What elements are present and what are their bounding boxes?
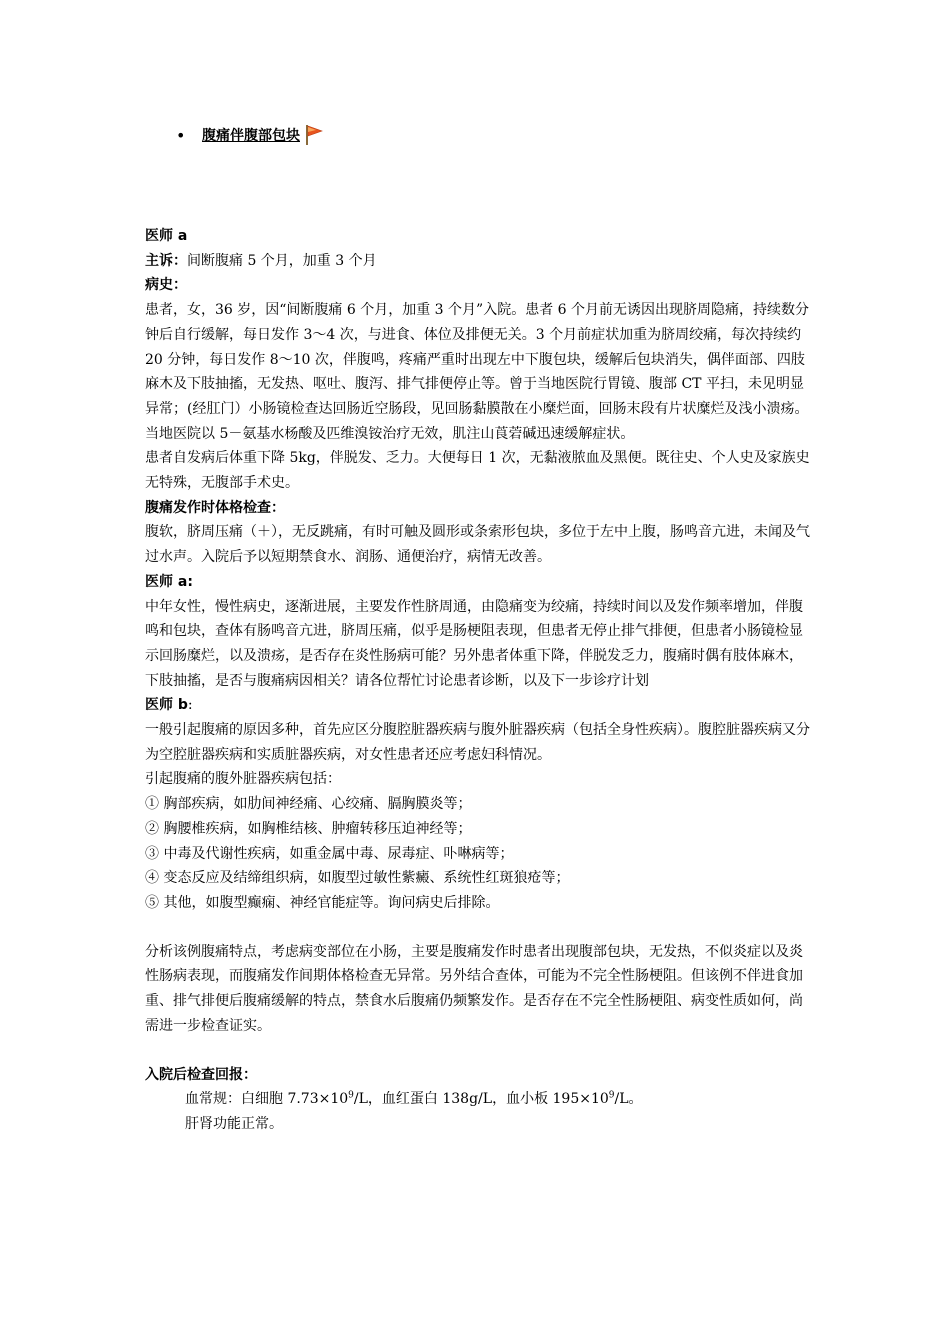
- superscript-9: 9: [348, 1090, 354, 1101]
- bullet: •: [176, 125, 186, 145]
- history-paragraph-2: 患者自发病后体重下降 5kg，伴脱发、乏力。大便每日 1 次，无黏液脓血及黑便。既往史、个人史及家族史无特殊，无腹部手术史。: [145, 450, 810, 492]
- superscript-9: 9: [608, 1090, 615, 1101]
- spacer: [145, 1039, 815, 1063]
- history-label: 病史：: [145, 277, 187, 294]
- doctor-a2-text: 中年女性，慢性病史，逐渐进展，主要发作性脐周通，由隐痛变为绞痛，持续时间以及发作频率增加，伴腹鸣和包块，查体有肠鸣音亢进，脐周压痛，似乎是肠梗阻表现，但患者无停止排气排便，但患者小肠镜检显示回肠糜烂，以及溃疡，是否存在炎性肠病可能？另外患者体重下降，伴脱发乏力，腹痛时偶有肢体麻木，下肢抽搐，是否与腹痛病因相关？请各位帮忙讨论患者诊断，以及下一步诊疗计划: [145, 598, 803, 689]
- blood-routine: [145, 1087, 815, 1112]
- list-item: ⑤ 其他，如腹型癫痫、神经官能症等。询问病史后排除。: [145, 894, 500, 911]
- blood-text-c: /L。: [614, 1091, 643, 1108]
- list-item: ② 胸腰椎疾病，如胸椎结核、肿瘤转移压迫神经等；: [145, 820, 472, 837]
- exam-text: 腹软，脐周压痛（＋），无反跳痛，有时可触及圆形或条索形包块，多位于左中上腹，肠鸣音亢进，未闻及气过水声。入院后予以短期禁食水、润肠、通便治疗，病情无改善。: [145, 524, 810, 566]
- doctor-b-label-row: [145, 693, 815, 718]
- doctor-b-paragraph-2: 引起腹痛的腹外脏器疾病包括：: [145, 771, 341, 788]
- history-paragraph-1: 患者，女，36 岁，因“间断腹痛 6 个月，加重 3 个月”入院。患者 6 个月前无诱因出现脐周隐痛，持续数分钟后自行缓解，每日发作 3～4 次，与进食、体位及排便无关。3 个月前症状加重为脐周绞痛，每次持续约 20 分钟，每日发作 8～10 次，伴腹鸣，疼痛严重时出现左中下腹包块，缓解后包块消失，偶伴面部、四肢麻木及下肢抽搐，无发热、呕吐、腹泻、排气排便停止等。曾于当地医院行胃镜、腹部 CT 平扫，未见明显异常；(经肛门）小肠镜检查达回肠近空肠段，见回肠黏膜散在小糜烂面，回肠末段有片状糜烂及浅小溃疡。当地医院以 5－氨基水杨酸及匹维溴铵治疗无效，肌注山莨菪碱迅速缓解症状。: [145, 302, 809, 442]
- blood-text-b: /L，血红蛋白 138g/L，血小板 195×10: [353, 1091, 609, 1108]
- list-item: ① 胸部疾病，如肋间神经痛、心绞痛、膈胸膜炎等；: [145, 796, 472, 813]
- list-item: ④ 变态反应及结缔组织病，如腹型过敏性紫癜、系统性红斑狼疮等；: [145, 870, 570, 887]
- doctor-b-colon: :: [187, 697, 193, 714]
- analysis-paragraph: 分析该例腹痛特点，考虑病变部位在小肠，主要是腹痛发作时患者出现腹部包块，无发热，不似炎症以及炎性肠病表现，而腹痛发作间期体格检查无异常。另外结合查体，可能为不完全性肠梗阻。但该例不伴进食加重、排气排便后腹痛缓解的特点，禁食水后腹痛仍频繁发作。是否存在不完全性肠梗阻、病变性质如何，尚需进一步检查证实。: [145, 943, 803, 1034]
- spacer: [145, 916, 815, 940]
- title-link[interactable]: 腹痛伴腹部包块: [202, 128, 300, 144]
- liver-kidney-function: 肝肾功能正常。: [185, 1115, 283, 1132]
- complaint-text: 间断腹痛 5 个月，加重 3 个月: [187, 252, 377, 269]
- doctor-a2-label: 医师 a:: [145, 573, 193, 590]
- list-item: ③ 中毒及代谢性疾病，如重金属中毒、尿毒症、卟啉病等；: [145, 845, 514, 862]
- exam-label: 腹痛发作时体格检查：: [145, 499, 285, 516]
- doctor-a-label: 医师 a: [145, 228, 188, 244]
- doctor-b-label: 医师 b: [145, 697, 188, 714]
- title-row: [176, 124, 324, 146]
- doctor-b-paragraph-1: 一般引起腹痛的原因多种，首先应区分腹腔脏器疾病与腹外脏器疾病（包括全身性疾病）。腹腔脏器疾病又分为空腔脏器疾病和实质脏器疾病，对女性患者还应考虑妇科情况。: [145, 722, 810, 763]
- case-content: [145, 224, 815, 1137]
- flag-icon: [304, 124, 324, 146]
- lab-label: 入院后检查回报：: [145, 1066, 257, 1083]
- chief-complaint: [145, 249, 815, 274]
- complaint-label: 主诉：: [145, 252, 187, 269]
- blood-text-a: 血常规：白细胞 7.73×10: [185, 1091, 349, 1108]
